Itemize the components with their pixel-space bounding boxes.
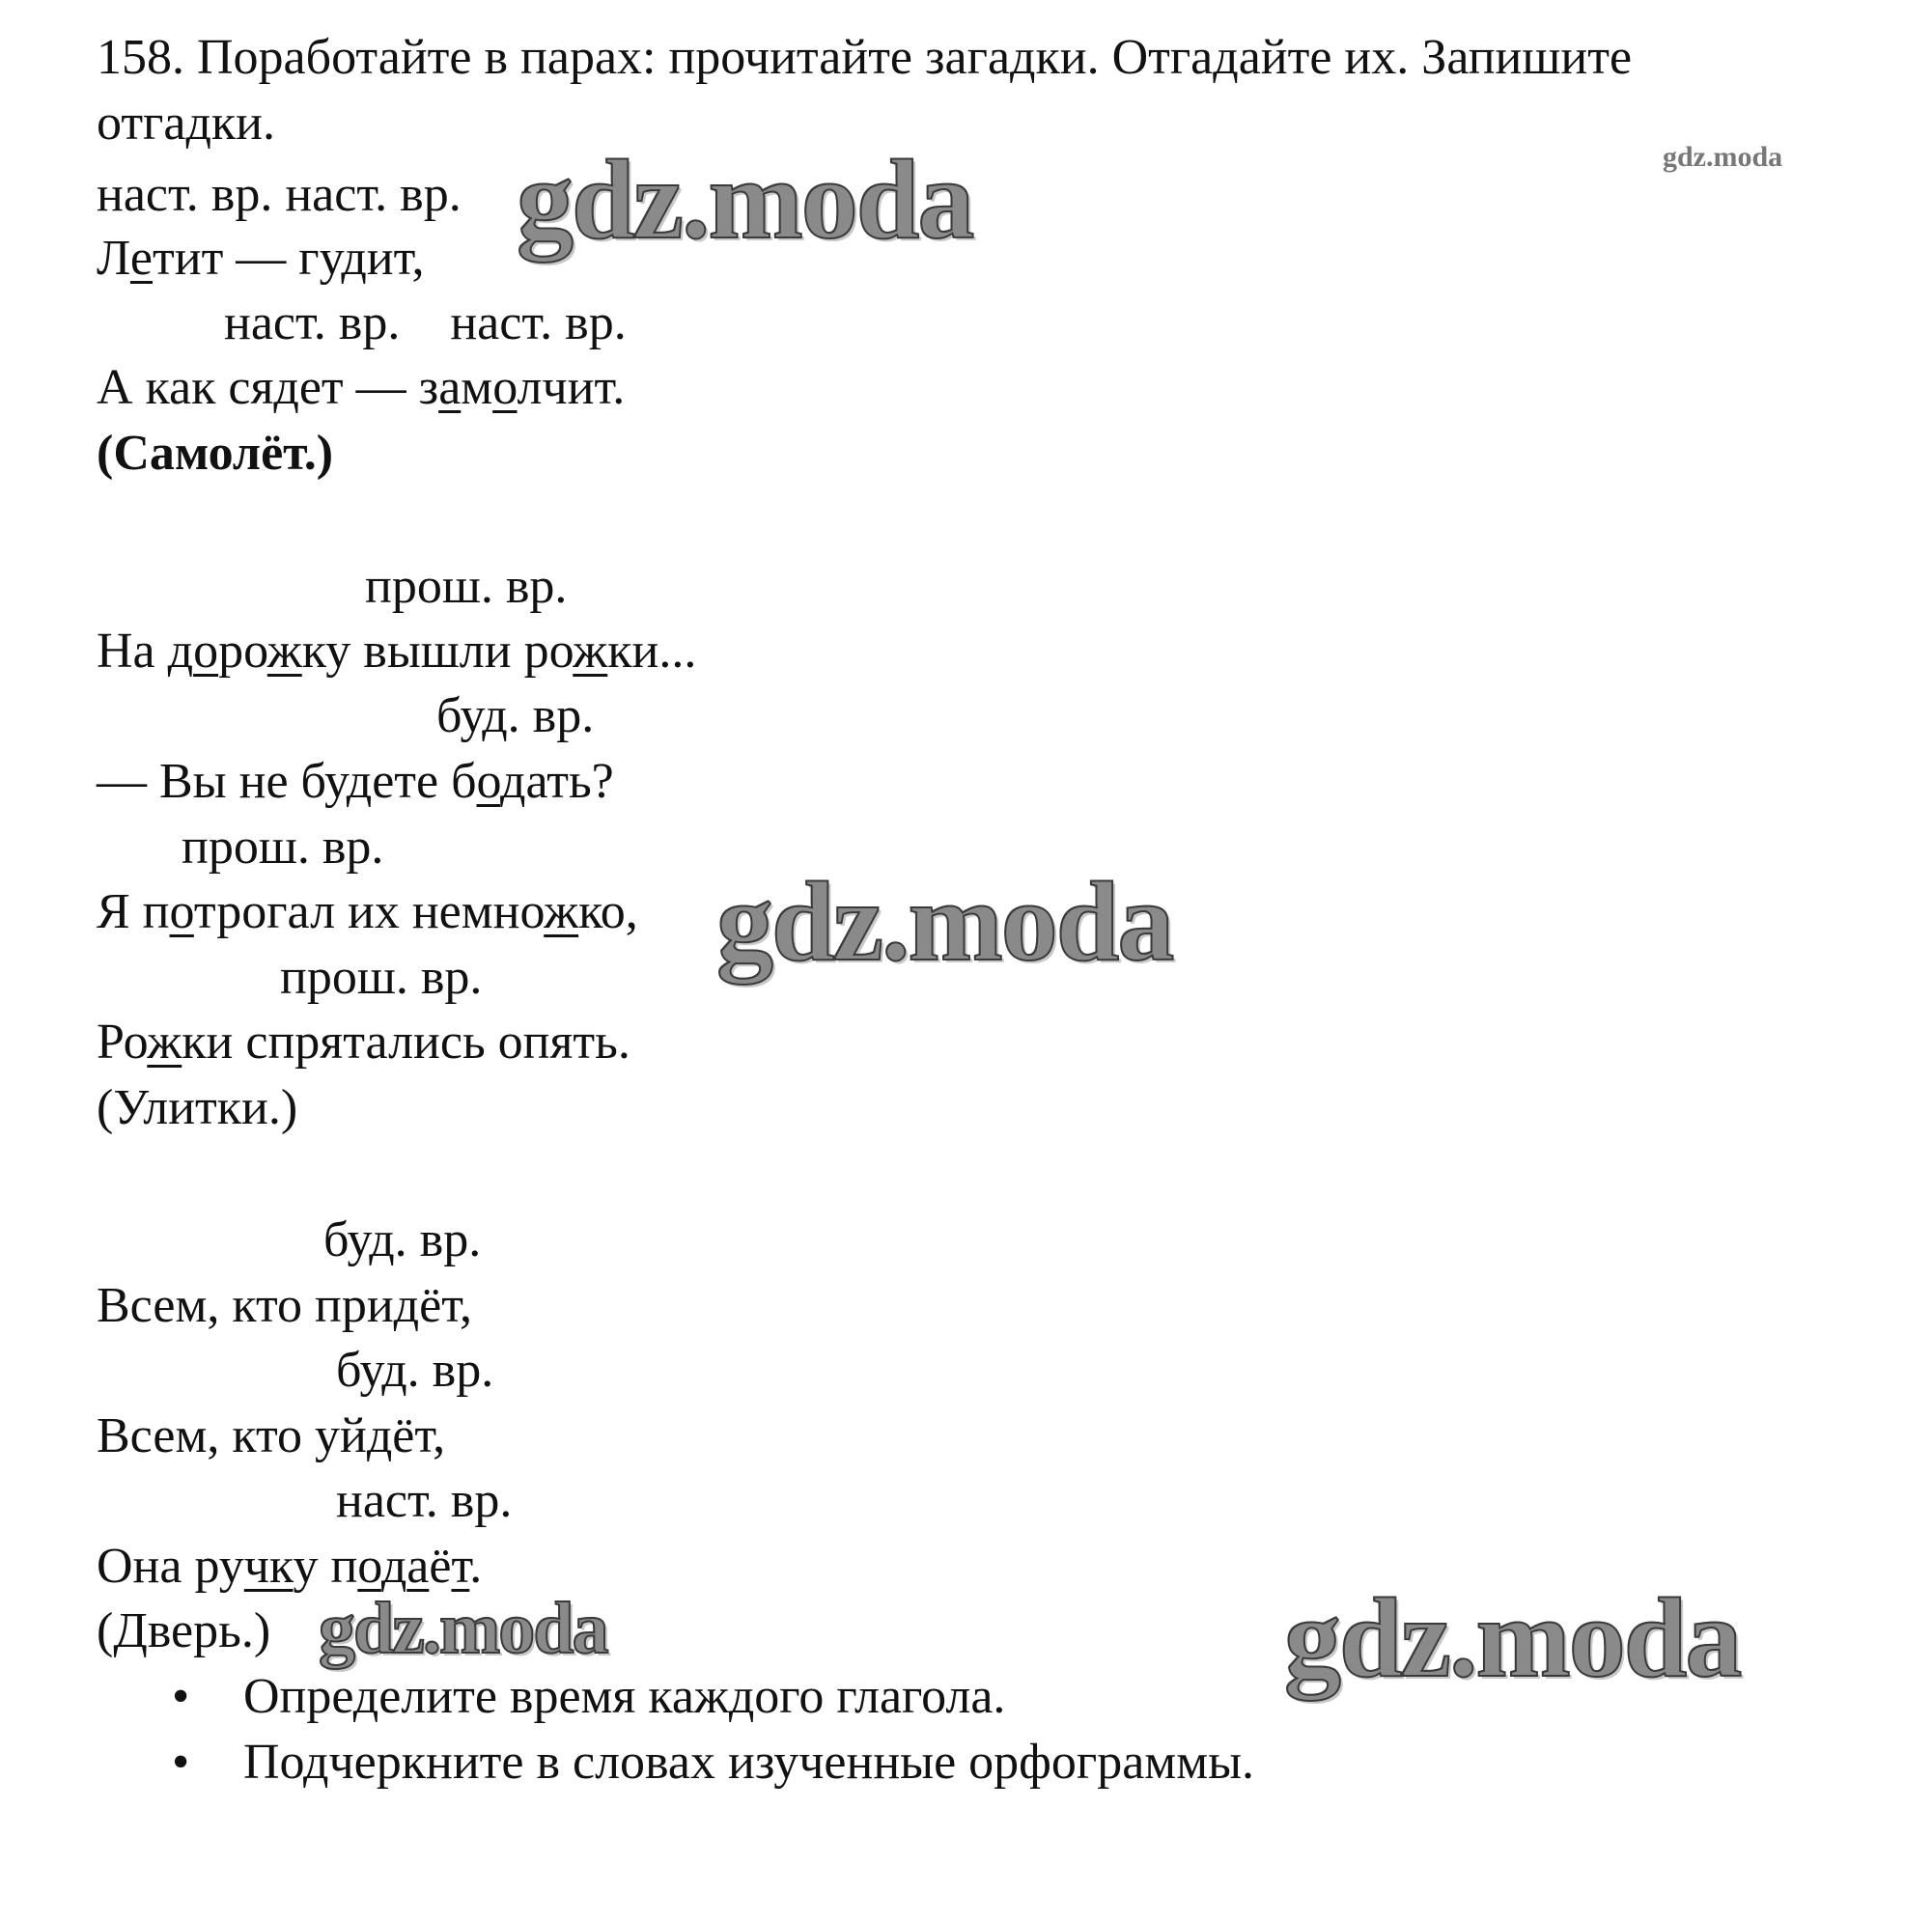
text-span: . — [469, 1539, 483, 1594]
tense-annotation: буд. вр. — [323, 1212, 482, 1267]
orthogram-underline: ж — [573, 624, 608, 679]
riddle-line — [97, 230, 424, 288]
text-span: лчит. — [517, 360, 626, 415]
text-span: д — [380, 1539, 407, 1594]
text-span: Ро — [97, 1015, 148, 1070]
orthogram-underline: а — [438, 360, 462, 415]
riddle-answer: (Дверь.) — [97, 1603, 271, 1658]
riddle-answer: (Самолёт.) — [97, 426, 334, 481]
tense-annotation: наст. вр. наст. вр. — [224, 295, 627, 350]
riddle-line — [97, 1014, 630, 1071]
text-span: м — [461, 360, 493, 415]
text-span: ки... — [607, 624, 697, 679]
bullet-dot: • — [172, 1669, 190, 1724]
text-span: Л — [97, 231, 130, 286]
bullet-dot: • — [172, 1735, 190, 1790]
orthogram-underline: е — [129, 231, 154, 286]
tense-annotation: наст. вр. наст. вр. — [97, 167, 462, 222]
watermark-logo: gdz.moda — [517, 136, 973, 263]
bullet-item: Определите время каждого глагола. — [243, 1669, 1006, 1724]
bullet-item: Подчеркните в словах изученные орфограммы. — [243, 1735, 1255, 1790]
watermark-logo: gdz.moda — [319, 1588, 607, 1669]
orthogram-underline: ж — [147, 1015, 182, 1070]
task-title: 158. Поработайте в парах: прочитайте загадки. Отгадайте их. Запишите — [97, 30, 1633, 85]
orthogram-underline: ж — [544, 884, 579, 939]
riddle-line: Всем, кто придёт, — [97, 1278, 473, 1333]
orthogram-underline: чк — [243, 1539, 294, 1594]
text-span: ку вышли ро — [301, 624, 574, 679]
tense-annotation: наст. вр. — [336, 1473, 513, 1528]
tense-annotation: прош. вр. — [280, 950, 483, 1005]
text-span: ко, — [578, 884, 638, 939]
text-span: тит — гудит, — [153, 231, 425, 286]
riddle-line — [97, 623, 696, 681]
riddle-line — [97, 753, 614, 811]
text-span: — Вы не будете б — [97, 754, 477, 809]
riddle-answer: (Улитки.) — [97, 1080, 298, 1135]
riddle-line — [97, 359, 625, 417]
watermark-logo-small: gdz.moda — [1663, 141, 1783, 173]
tense-annotation: прош. вр. — [365, 559, 568, 614]
orthogram-underline: о — [492, 360, 518, 415]
orthogram-underline: т — [451, 1539, 470, 1594]
orthogram-underline: а — [406, 1539, 430, 1594]
text-span: ро — [218, 624, 267, 679]
text-span: трогал их немно — [193, 884, 545, 939]
text-span: Она ру — [97, 1539, 244, 1594]
watermark-logo: gdz.moda — [1284, 1574, 1741, 1701]
text-span: ё — [429, 1539, 452, 1594]
watermark-logo: gdz.moda — [716, 858, 1173, 985]
text-span: А как сядет — з — [97, 360, 439, 415]
task-title-continued: отгадки. — [97, 96, 275, 151]
orthogram-underline: ж — [266, 624, 302, 679]
text-span: Я п — [97, 884, 170, 939]
tense-annotation: прош. вр. — [182, 820, 384, 875]
riddle-line: Всем, кто уйдёт, — [97, 1408, 446, 1463]
text-span: у п — [293, 1539, 358, 1594]
text-span: На д — [97, 624, 194, 679]
orthogram-underline: о — [193, 624, 219, 679]
orthogram-underline: о — [357, 1539, 381, 1594]
text-span: дать? — [500, 754, 614, 809]
tense-annotation: буд. вр. — [436, 688, 595, 743]
text-span: ки спрятались опять. — [182, 1015, 630, 1070]
orthogram-underline: о — [476, 754, 501, 809]
tense-annotation: буд. вр. — [336, 1343, 494, 1398]
orthogram-underline: о — [169, 884, 194, 939]
riddle-line — [97, 883, 638, 941]
